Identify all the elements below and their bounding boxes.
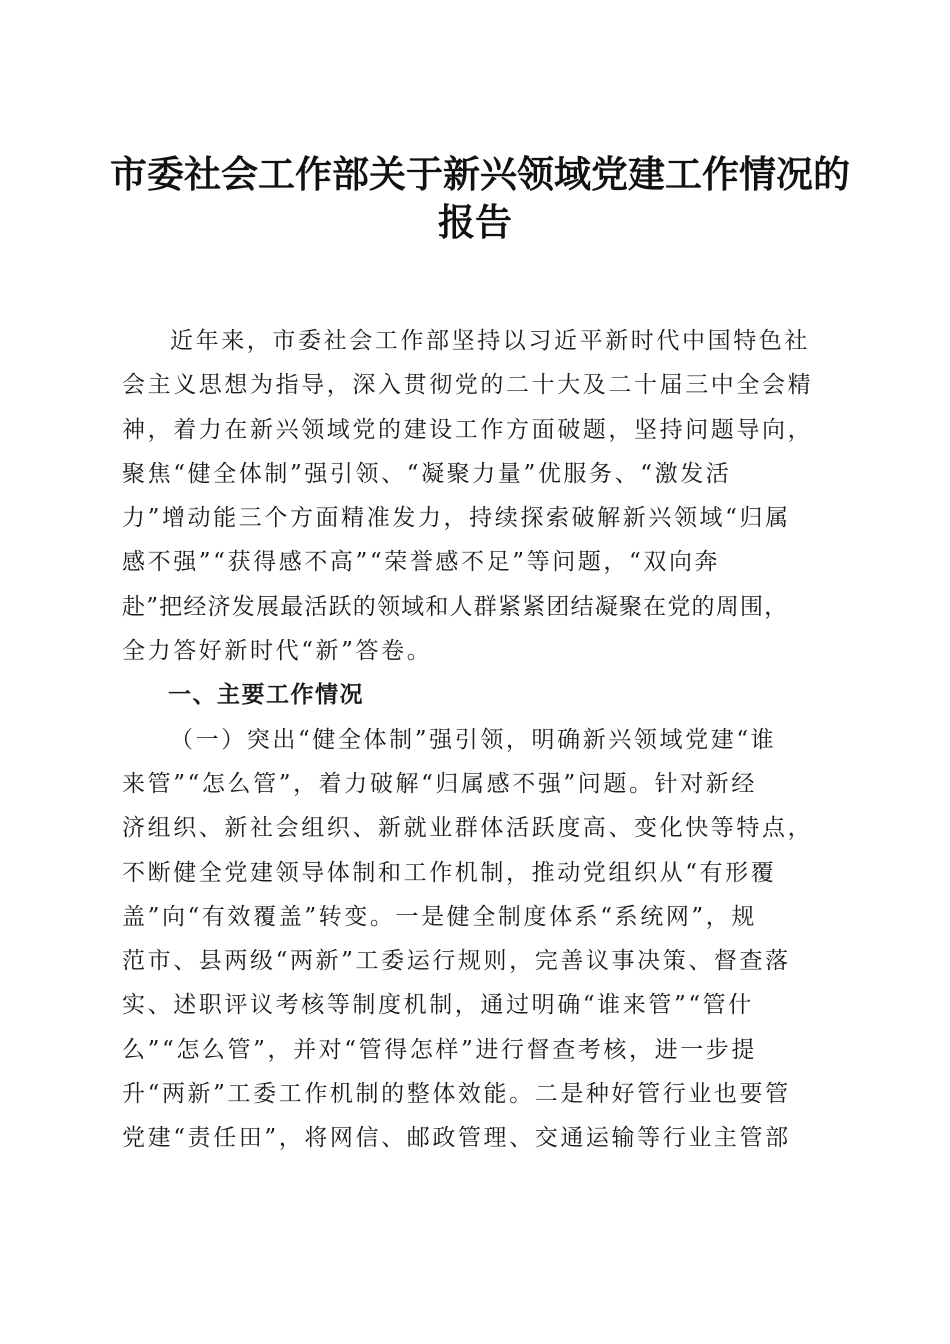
- intro-paragraph-line: 会主义思想为指导，深入贯彻党的二十大及二十届三中全会精: [122, 372, 814, 399]
- section-paragraph-line: 来管”“怎么管”，着力破解“归属感不强”问题。针对新经: [122, 770, 757, 797]
- section-heading: 一、主要工作情况: [168, 682, 364, 709]
- section-paragraph-line: 范市、县两级“两新”工委运行规则，完善议事决策、督查落: [122, 948, 791, 975]
- section-paragraph-line: 盖”向“有效覆盖”转变。一是健全制度体系“系统网”，规: [122, 903, 757, 930]
- title-line-1: 市委社会工作部关于新兴领域党建工作情况的: [110, 152, 850, 196]
- section-paragraph-line: 不断健全党建领导体制和工作机制，推动党组织从“有形覆: [122, 859, 777, 886]
- document-body: [122, 319, 834, 1161]
- section-paragraph-line: （一）突出“健全体制”强引领，明确新兴领域党建“谁: [170, 726, 777, 753]
- intro-paragraph-line: 聚焦“健全体制”强引领、“凝聚力量”优服务、“激发活: [122, 460, 732, 487]
- section-paragraph-line: 实、述职评议考核等制度机制，通过明确“谁来管”“管什: [122, 992, 754, 1019]
- title-line-2: 报告: [438, 200, 512, 244]
- section-paragraph-line: 党建“责任田”，将网信、邮政管理、交通运输等行业主管部: [122, 1125, 791, 1152]
- intro-paragraph-line: 感不强”“获得感不高”“荣誉感不足”等问题，“双向奔: [122, 549, 721, 576]
- intro-paragraph-line: 赴”把经济发展最活跃的领域和人群紧紧团结凝聚在党的周围，: [122, 593, 789, 620]
- intro-paragraph-line: 全力答好新时代“新”答卷。: [122, 638, 433, 665]
- section-paragraph-line: 么”“怎么管”，并对“管得怎样”进行督查考核，进一步提: [122, 1036, 757, 1063]
- document-title: [110, 150, 850, 246]
- intro-paragraph-line: 力”增动能三个方面精准发力，持续探索破解新兴领域“归属: [122, 505, 791, 532]
- intro-paragraph-line: 神，着力在新兴领域党的建设工作方面破题，坚持问题导向，: [122, 416, 814, 443]
- intro-paragraph-line: 近年来，市委社会工作部坚持以习近平新时代中国特色社: [170, 328, 810, 354]
- section-paragraph-line: 济组织、新社会组织、新就业群体活跃度高、变化快等特点，: [122, 815, 814, 842]
- section-paragraph-line: 升“两新”工委工作机制的整体效能。二是种好管行业也要管: [122, 1081, 791, 1108]
